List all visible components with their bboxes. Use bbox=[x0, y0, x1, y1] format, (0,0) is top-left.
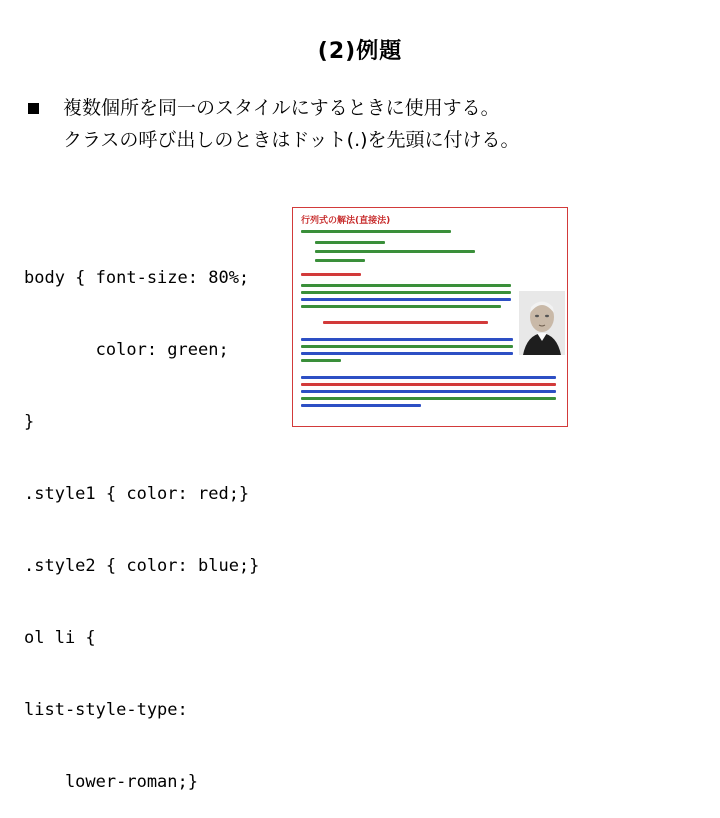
code-line: lower-roman;} bbox=[24, 772, 198, 792]
code-line: list-style-type: bbox=[24, 700, 188, 720]
preview-text-line bbox=[301, 345, 513, 348]
preview-text-line bbox=[301, 359, 341, 362]
square-bullet-icon bbox=[28, 103, 39, 114]
bullet-text-block bbox=[28, 92, 688, 156]
preview-text-line bbox=[301, 404, 421, 407]
preview-subheading-line bbox=[301, 273, 361, 276]
code-line: ol li { bbox=[24, 628, 96, 648]
preview-text-line bbox=[301, 352, 513, 355]
page-title: (2)例題 bbox=[317, 39, 403, 64]
preview-text-line bbox=[301, 338, 513, 341]
code-line: .style2 { color: blue;} bbox=[24, 556, 260, 576]
bullet-line-1: 複数個所を同一のスタイルにするときに使用する。 bbox=[63, 97, 500, 119]
preview-list-line bbox=[315, 241, 385, 244]
preview-text-line bbox=[301, 397, 556, 400]
preview-text-line bbox=[301, 383, 556, 386]
code-line: .style1 { color: red;} bbox=[24, 484, 250, 504]
preview-list-line bbox=[315, 259, 365, 262]
rendered-page-preview bbox=[292, 207, 568, 427]
preview-text-line bbox=[301, 291, 511, 294]
preview-text-line bbox=[301, 390, 556, 393]
code-line: } bbox=[24, 412, 35, 432]
preview-text-line bbox=[301, 284, 511, 287]
code-line: body { font-size: 80%; bbox=[24, 268, 250, 288]
preview-text-line bbox=[301, 298, 511, 301]
code-line: color: green; bbox=[24, 340, 229, 360]
portrait-photo-icon bbox=[519, 291, 565, 355]
css-code-block bbox=[24, 218, 286, 818]
bullet-item bbox=[28, 92, 688, 124]
preview-text-line bbox=[301, 230, 451, 233]
preview-list-line bbox=[315, 250, 475, 253]
preview-text-line bbox=[301, 305, 501, 308]
preview-formula-line bbox=[323, 321, 488, 324]
preview-title: 行列式の解法(直接法) bbox=[301, 216, 391, 226]
preview-text-line bbox=[301, 376, 556, 379]
bullet-line-2: クラスの呼び出しのときはドット(.)を先頭に付ける。 bbox=[63, 129, 520, 151]
